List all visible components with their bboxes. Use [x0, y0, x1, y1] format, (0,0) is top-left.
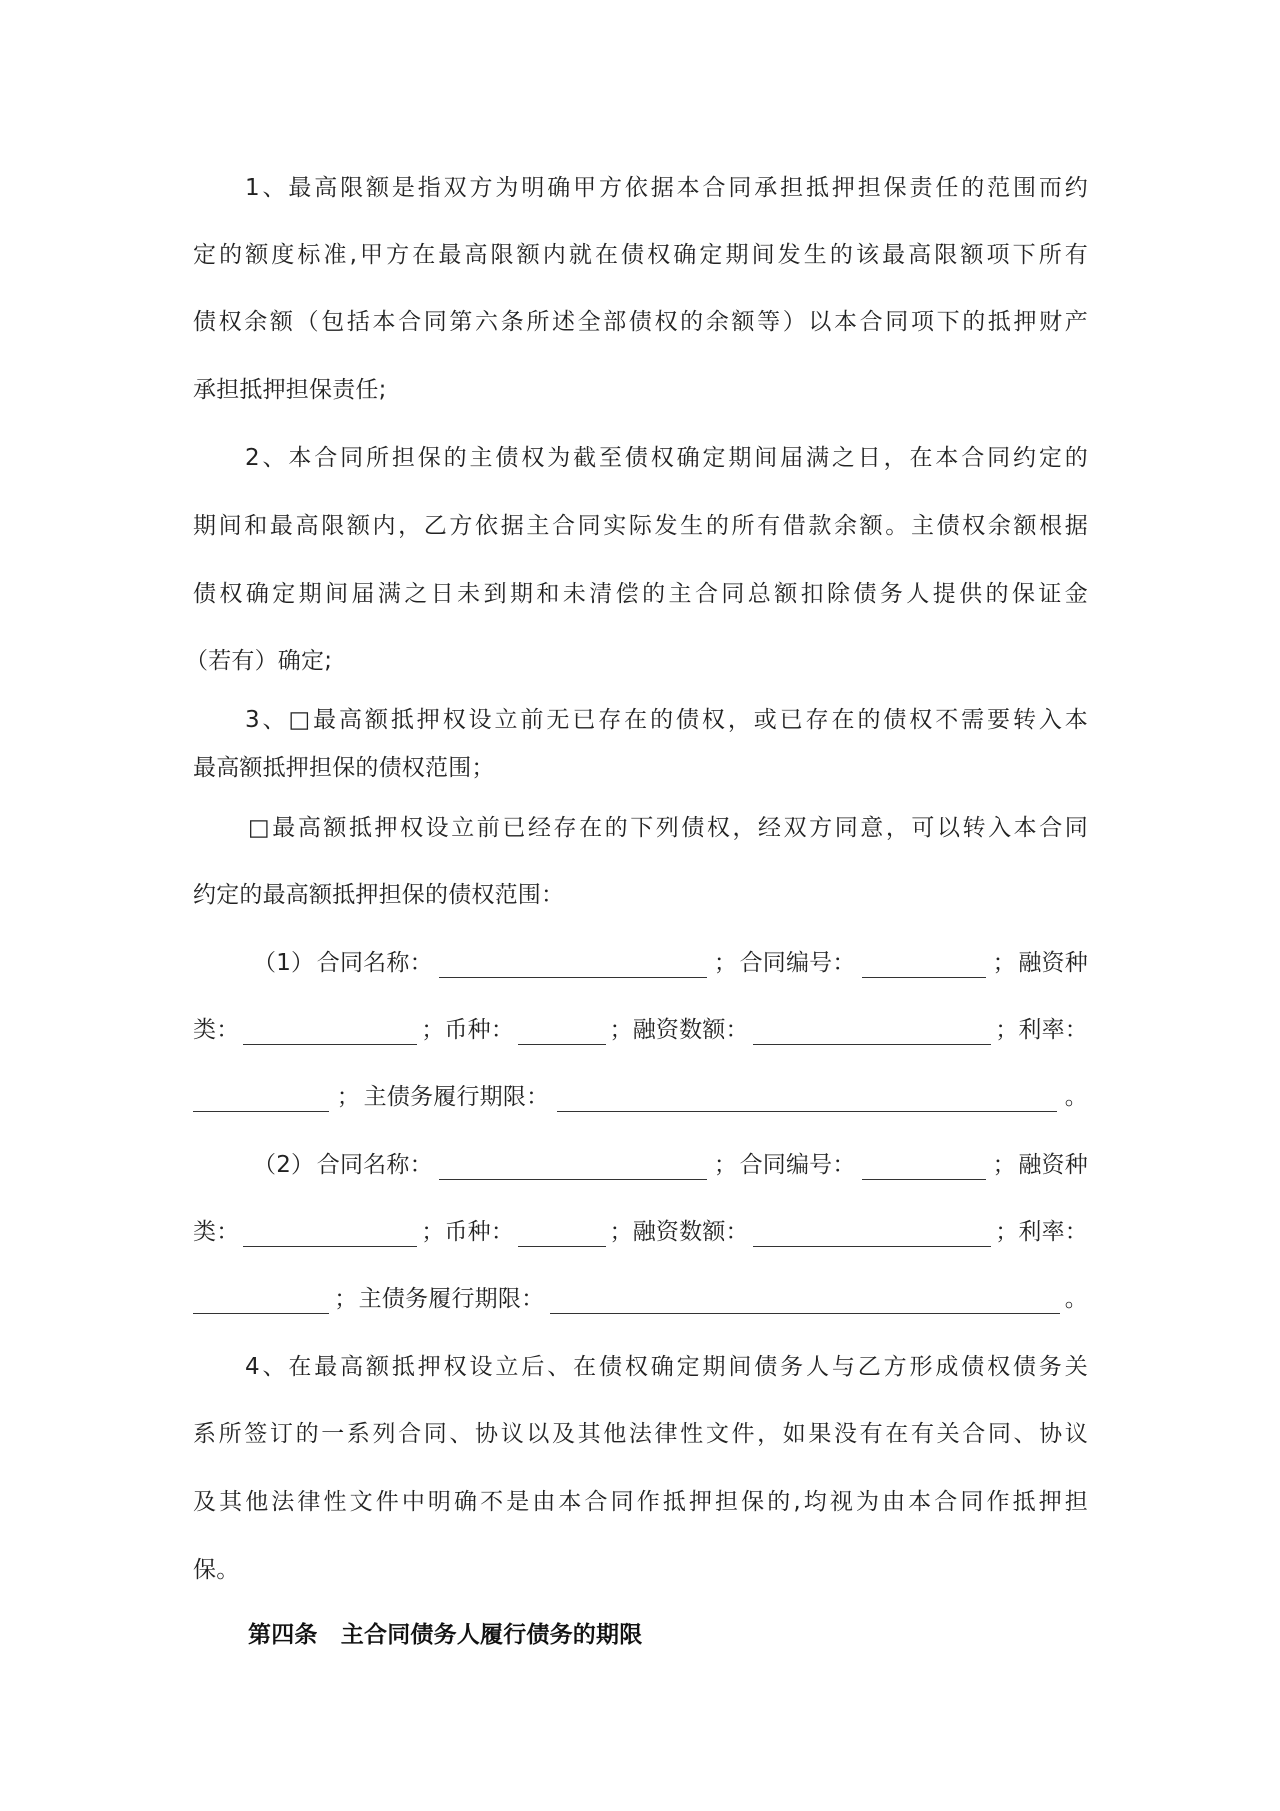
entry-2-financing-type-label-b: 类： — [193, 1219, 240, 1245]
clause1-line-1: 1、最高限额是指双方为明确甲方依据本合同承担抵押担保责任的范围而约 — [245, 175, 1091, 201]
entry-1-contract-name-label: 合同名称： — [316, 950, 433, 976]
entry-2-line-3 — [193, 1284, 1088, 1314]
entry-2-index: （2） — [253, 1152, 315, 1178]
clause4-line-1: 4、在最高额抵押权设立后、在债权确定期间债务人与乙方形成债权债务关 — [245, 1354, 1091, 1380]
entry-1-term-blank[interactable] — [557, 1089, 1057, 1112]
entry-2-contract-no-label: 合同编号： — [739, 1152, 856, 1178]
entry-1-line-3 — [193, 1082, 1088, 1112]
clause2-line-4: （若有）确定; — [185, 648, 333, 674]
clause2-line-3: 债权确定期间届满之日未到期和未清偿的主合同总额扣除债务人提供的保证金 — [193, 581, 1092, 607]
clause3-option-b-line-1: □最高额抵押权设立前已经存在的下列债权，经双方同意，可以转入本合同 — [248, 815, 1091, 841]
entry-2-financing-type-blank[interactable] — [243, 1224, 417, 1247]
entry-2-term-label: 主债务履行期限： — [358, 1286, 545, 1312]
entry-1-rate-blank[interactable] — [193, 1089, 329, 1112]
entry-1-sep2: ； — [992, 950, 1016, 976]
clause3-option-b-line-2: 约定的最高额抵押担保的债权范围： — [193, 882, 565, 908]
entry-1-financing-type-blank[interactable] — [243, 1022, 417, 1045]
entry-1-sep1: ； — [713, 950, 738, 976]
entry-1-contract-no-blank[interactable] — [862, 955, 986, 978]
entry-2-contract-name-label: 合同名称： — [316, 1152, 433, 1178]
entry-1-financing-type-label-a: 融资种 — [1018, 950, 1088, 976]
clause2-line-1: 2、本合同所担保的主债权为截至债权确定期间届满之日，在本合同约定的 — [245, 445, 1091, 471]
entry-1-sep5: ； — [995, 1017, 1019, 1043]
clause1-line-4: 承担抵押担保责任; — [193, 377, 387, 403]
entry-2-amount-label: 融资数额： — [632, 1219, 749, 1245]
article4-heading: 第四条 主合同债务人履行债务的期限 — [248, 1622, 643, 1648]
clause4-line-4: 保。 — [193, 1557, 240, 1583]
entry-2-contract-no-blank[interactable] — [862, 1157, 986, 1180]
entry-2-sep1: ； — [713, 1152, 738, 1178]
entry-2-currency-blank[interactable] — [518, 1224, 605, 1247]
entry-2-rate-label: 利率： — [1018, 1219, 1088, 1245]
entry-2-sep6: ； — [334, 1286, 358, 1312]
entry-2-term-blank[interactable] — [550, 1291, 1060, 1314]
entry-1-amount-blank[interactable] — [753, 1022, 991, 1045]
entry-2-contract-name-blank[interactable] — [439, 1157, 707, 1180]
entry-1-line-2 — [193, 1015, 1088, 1045]
entry-2-sep2: ； — [992, 1152, 1016, 1178]
entry-1-term-label: 主债务履行期限： — [363, 1084, 550, 1110]
entry-1-sep4: ； — [609, 1017, 633, 1043]
entry-1-line-1 — [253, 948, 1088, 978]
entry-2-line-1 — [253, 1150, 1088, 1180]
clause4-line-2: 系所签订的一系列合同、协议以及其他法律性文件，如果没有在有关合同、协议 — [193, 1421, 1091, 1447]
entry-1-amount-label: 融资数额： — [632, 1017, 749, 1043]
entry-2-sep5: ； — [995, 1219, 1019, 1245]
entry-1-index: （1） — [253, 950, 315, 976]
clause3-option-a-line-2: 最高额抵押担保的债权范围； — [193, 755, 495, 781]
entry-1-rate-label: 利率： — [1018, 1017, 1088, 1043]
entry-2-rate-blank[interactable] — [193, 1291, 329, 1314]
entry-1-financing-type-label-b: 类： — [193, 1017, 240, 1043]
entry-2-financing-type-label-a: 融资种 — [1018, 1152, 1088, 1178]
entry-1-sep3: ； — [421, 1017, 445, 1043]
entry-2-sep4: ； — [609, 1219, 633, 1245]
entry-2-currency-label: 币种： — [444, 1219, 515, 1245]
clause1-line-3: 债权余额（包括本合同第六条所述全部债权的余额等）以本合同项下的抵押财产 — [193, 309, 1091, 335]
clause4-line-3: 及其他法律性文件中明确不是由本合同作抵押担保的,均视为由本合同作抵押担 — [193, 1489, 1091, 1515]
clause3-option-a-line-1: 3、□最高额抵押权设立前无已存在的债权，或已存在的债权不需要转入本 — [245, 707, 1091, 733]
entry-1-contract-no-label: 合同编号： — [739, 950, 856, 976]
entry-1-contract-name-blank[interactable] — [439, 955, 707, 978]
entry-2-sep3: ； — [421, 1219, 445, 1245]
entry-2-end: 。 — [1064, 1286, 1088, 1312]
clause1-line-2: 定的额度标准,甲方在最高限额内就在债权确定期间发生的该最高限额项下所有 — [193, 242, 1091, 268]
entry-2-amount-blank[interactable] — [753, 1224, 991, 1247]
entry-1-end: 。 — [1064, 1084, 1088, 1110]
entry-1-currency-label: 币种： — [444, 1017, 515, 1043]
entry-1-currency-blank[interactable] — [518, 1022, 605, 1045]
entry-1-sep6: ； — [336, 1084, 360, 1110]
entry-2-line-2 — [193, 1217, 1088, 1247]
clause2-line-2: 期间和最高限额内，乙方依据主合同实际发生的所有借款余额。主债权余额根据 — [193, 513, 1091, 539]
